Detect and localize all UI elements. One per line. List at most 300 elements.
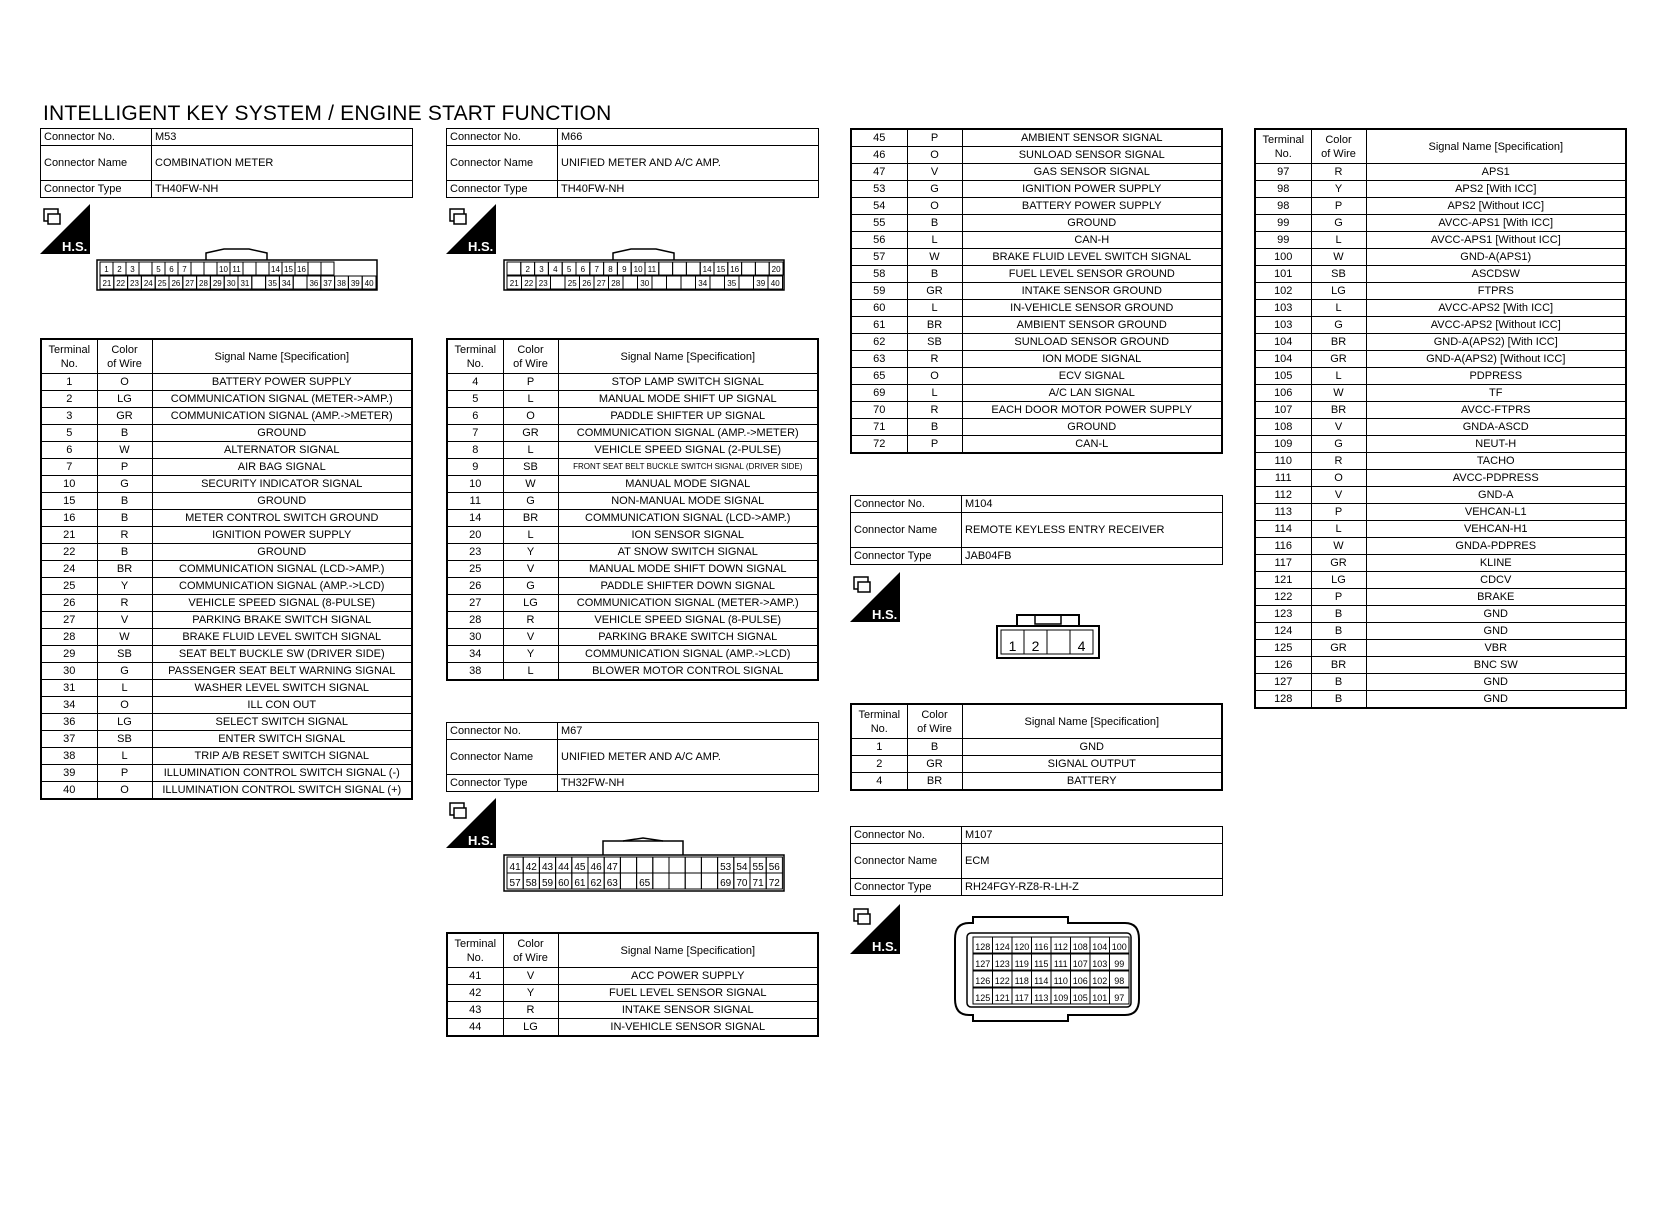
cell-terminal: 116 [1255, 538, 1311, 555]
cell-terminal: 107 [1255, 402, 1311, 419]
cell-color: W [503, 476, 558, 493]
cell-terminal: 24 [41, 561, 97, 578]
cell-terminal: 111 [1255, 470, 1311, 487]
m107.rows-row [1255, 419, 1626, 436]
cell-terminal: 72 [851, 436, 907, 454]
cell-color: L [97, 748, 152, 765]
connector-name-value: UNIFIED METER AND A/C AMP. [558, 146, 819, 181]
cell-terminal: 1 [851, 739, 907, 756]
pin-number: 69 [720, 878, 732, 889]
cell-color: G [1311, 317, 1366, 334]
cell-color: Y [1311, 181, 1366, 198]
cell-color: L [907, 300, 962, 317]
m67.rows_cont-row [851, 334, 1222, 351]
pin-number: 22 [524, 279, 534, 288]
m53.rows-row [41, 629, 412, 646]
cell-color: L [1311, 232, 1366, 249]
hs-label: H.S. [468, 239, 494, 254]
pin-cell [685, 873, 701, 889]
pin-number: 39 [756, 279, 766, 288]
cell-signal: MANUAL MODE SHIFT UP SIGNAL [558, 391, 818, 408]
cell-terminal: 30 [447, 629, 503, 646]
pin-number: 21 [102, 279, 112, 288]
pin-number: 113 [1034, 993, 1049, 1003]
cell-signal: GNDA-ASCD [1366, 419, 1626, 436]
pin-number: 21 [509, 279, 519, 288]
m66.rows-row [447, 510, 818, 527]
pin-number: 11 [647, 265, 657, 274]
header-signal: Signal Name [Specification] [558, 339, 818, 374]
cell-signal: ENTER SWITCH SIGNAL [152, 731, 412, 748]
cell-color: L [907, 232, 962, 249]
pin-number: 110 [1053, 976, 1068, 986]
pin-number: 14 [702, 265, 712, 274]
cell-terminal: 38 [41, 748, 97, 765]
cell-color: V [503, 561, 558, 578]
cell-color: P [1311, 504, 1366, 521]
cell-terminal: 105 [1255, 368, 1311, 385]
pin-number: 44 [558, 862, 570, 873]
pin-number: 30 [640, 279, 650, 288]
pin-cell [669, 857, 685, 873]
cell-color: B [1311, 606, 1366, 623]
m66.rows-row [447, 612, 818, 629]
cell-signal: GND [1366, 691, 1626, 709]
connector-type-value: JAB04FB [962, 548, 1223, 565]
cell-color: L [97, 680, 152, 697]
cell-terminal: 1 [41, 374, 97, 391]
m104.rows-row [851, 756, 1222, 773]
cell-signal: MANUAL MODE SIGNAL [558, 476, 818, 493]
cell-color: R [97, 527, 152, 544]
cell-color: Y [97, 578, 152, 595]
hs-label: H.S. [872, 939, 898, 954]
cell-terminal: 34 [41, 697, 97, 714]
m53.rows-row [41, 680, 412, 697]
header-color: Color of Wire [503, 933, 558, 968]
cell-terminal: 103 [1255, 300, 1311, 317]
pin-number: 42 [525, 862, 537, 873]
cell-signal: MANUAL MODE SHIFT DOWN SIGNAL [558, 561, 818, 578]
cell-signal: GND [1366, 623, 1626, 640]
pin-number: 8 [608, 265, 613, 274]
cell-terminal: 103 [1255, 317, 1311, 334]
pin-cell [252, 276, 266, 289]
label-connector-type: Connector Type [851, 879, 962, 896]
cell-terminal: 10 [41, 476, 97, 493]
cell-signal: STOP LAMP SWITCH SIGNAL [558, 374, 818, 391]
m67.rows_cont-row [851, 266, 1222, 283]
pin-number: 109 [1053, 993, 1069, 1003]
cell-color: B [1311, 691, 1366, 709]
pin-number: 2 [1031, 638, 1040, 654]
cell-terminal: 39 [41, 765, 97, 782]
m107.rows-row [1255, 504, 1626, 521]
pin-number: 63 [606, 878, 618, 889]
m67-terminal-table [446, 932, 819, 1037]
cell-terminal: 14 [447, 510, 503, 527]
m67.rows_cont-row [851, 317, 1222, 334]
pin-number: 3 [130, 265, 135, 274]
pin-number: 4 [1077, 638, 1086, 654]
m67.rows_cont-row [851, 215, 1222, 232]
pin-number: 62 [590, 878, 602, 889]
harness-side-icon [40, 204, 90, 254]
cell-color: L [1311, 521, 1366, 538]
cell-signal: CDCV [1366, 572, 1626, 589]
m66.rows-row [447, 442, 818, 459]
cell-terminal: 25 [447, 561, 503, 578]
harness-side-icon [850, 904, 900, 954]
cell-signal: ION SENSOR SIGNAL [558, 527, 818, 544]
pin-cell [710, 276, 725, 289]
cell-color: LG [1311, 572, 1366, 589]
cell-terminal: 63 [851, 351, 907, 368]
pin-number: 122 [994, 976, 1010, 986]
m107.rows-row [1255, 521, 1626, 538]
pin-number: 124 [994, 942, 1010, 952]
connector-type-value: RH24FGY-RZ8-R-LH-Z [962, 879, 1223, 896]
m107-connector-pinout [953, 915, 1143, 1023]
cell-terminal: 47 [851, 164, 907, 181]
cell-terminal: 36 [41, 714, 97, 731]
cell-color: G [1311, 215, 1366, 232]
m67.rows_cont-row [851, 232, 1222, 249]
cell-color: Y [503, 544, 558, 561]
cell-signal: BNC SW [1366, 657, 1626, 674]
cell-terminal: 45 [851, 129, 907, 147]
m66.rows-row [447, 374, 818, 391]
header-signal: Signal Name [Specification] [962, 704, 1222, 739]
pin-number: 16 [297, 265, 306, 274]
header-terminal: Terminal No. [1255, 129, 1311, 164]
pin-number: 54 [736, 862, 748, 873]
m53.rows-row [41, 697, 412, 714]
pin-number: 61 [574, 878, 586, 889]
cell-color: O [503, 408, 558, 425]
header-signal: Signal Name [Specification] [152, 339, 412, 374]
cell-color: W [1311, 385, 1366, 402]
m53.rows-row [41, 714, 412, 731]
cell-signal: INTAKE SENSOR GROUND [962, 283, 1222, 300]
cell-color: B [97, 544, 152, 561]
pin-number: 5 [566, 265, 572, 274]
cell-terminal: 44 [447, 1019, 503, 1037]
m66-connector-info [446, 128, 819, 198]
cell-terminal: 26 [447, 578, 503, 595]
m66.rows-row [447, 425, 818, 442]
hs-label: H.S. [62, 239, 88, 254]
cell-signal: AT SNOW SWITCH SIGNAL [558, 544, 818, 561]
cell-terminal: 28 [447, 612, 503, 629]
cell-signal: GAS SENSOR SIGNAL [962, 164, 1222, 181]
cell-terminal: 122 [1255, 589, 1311, 606]
label-connector-no: Connector No. [447, 129, 558, 146]
pin-number: 34 [698, 279, 708, 288]
m53.rows-row [41, 425, 412, 442]
cell-terminal: 101 [1255, 266, 1311, 283]
pin-cell [659, 262, 673, 275]
cell-signal: VEHCAN-H1 [1366, 521, 1626, 538]
m53.rows-row [41, 612, 412, 629]
cell-signal: TRIP A/B RESET SWITCH SIGNAL [152, 748, 412, 765]
cell-terminal: 37 [41, 731, 97, 748]
label-connector-type: Connector Type [447, 181, 558, 198]
m66-connector-pinout [503, 248, 786, 292]
cell-color: G [907, 181, 962, 198]
cell-terminal: 58 [851, 266, 907, 283]
m53.rows-row [41, 578, 412, 595]
m107.rows-row [1255, 623, 1626, 640]
cell-terminal: 25 [41, 578, 97, 595]
m107.rows-row [1255, 470, 1626, 487]
pin-number: 59 [541, 878, 554, 889]
cell-terminal: 53 [851, 181, 907, 198]
pin-number: 20 [771, 265, 781, 274]
connector-no-value: M53 [152, 129, 413, 146]
cell-color: P [503, 374, 558, 391]
cell-terminal: 55 [851, 215, 907, 232]
connector-name-value: UNIFIED METER AND A/C AMP. [558, 740, 819, 775]
m107.rows-row [1255, 317, 1626, 334]
cell-color: P [97, 765, 152, 782]
cell-color: L [1311, 300, 1366, 317]
cell-signal: GROUND [962, 419, 1222, 436]
m53.rows-row [41, 544, 412, 561]
pin-cell [681, 276, 696, 289]
pin-number: 34 [281, 279, 291, 288]
cell-signal: VEHICLE SPEED SIGNAL (8-PULSE) [152, 595, 412, 612]
m107.rows-row [1255, 198, 1626, 215]
cell-color: SB [1311, 266, 1366, 283]
cell-signal: APS2 [With ICC] [1366, 181, 1626, 198]
cell-terminal: 102 [1255, 283, 1311, 300]
pin-number: 71 [752, 878, 764, 889]
m67.rows_cont-row [851, 147, 1222, 164]
m53.rows-row [41, 782, 412, 800]
cell-signal: AVCC-APS1 [With ICC] [1366, 215, 1626, 232]
cell-terminal: 99 [1255, 232, 1311, 249]
cell-terminal: 124 [1255, 623, 1311, 640]
pin-number: 39 [350, 279, 360, 288]
m107.rows-row [1255, 249, 1626, 266]
m66.rows-row [447, 646, 818, 663]
cell-terminal: 27 [41, 612, 97, 629]
cell-terminal: 110 [1255, 453, 1311, 470]
m53.rows-row [41, 408, 412, 425]
m107-pin-row [973, 954, 1129, 970]
cell-signal: TF [1366, 385, 1626, 402]
m66.rows-row [447, 595, 818, 612]
m67-terminal-table-continued [850, 128, 1223, 454]
pin-number: 127 [975, 959, 991, 969]
cell-color: W [97, 629, 152, 646]
cell-color: V [503, 968, 558, 985]
m66.rows-row [447, 544, 818, 561]
m104.rows-row [851, 739, 1222, 756]
label-connector-type: Connector Type [447, 775, 558, 792]
m53-pin-row-bottom [100, 276, 376, 289]
cell-color: W [907, 249, 962, 266]
m53-connector-pinout [96, 248, 379, 292]
cell-signal: GND [962, 739, 1222, 756]
pin-cell [293, 276, 307, 289]
cell-signal: BATTERY [962, 773, 1222, 791]
m107.rows-row [1255, 215, 1626, 232]
cell-terminal: 26 [41, 595, 97, 612]
cell-signal: IGNITION POWER SUPPLY [962, 181, 1222, 198]
cell-terminal: 27 [447, 595, 503, 612]
cell-terminal: 7 [447, 425, 503, 442]
cell-signal: TACHO [1366, 453, 1626, 470]
m67.rows_cont-row [851, 164, 1222, 181]
pin-number: 116 [1034, 942, 1049, 952]
connector-type-value: TH40FW-NH [558, 181, 819, 198]
cell-signal: ION MODE SIGNAL [962, 351, 1222, 368]
m104-connector-pinout [995, 612, 1101, 660]
pin-number: 97 [1114, 993, 1125, 1003]
cell-signal: VEHCAN-L1 [1366, 504, 1626, 521]
pin-number: 65 [639, 878, 651, 889]
pin-number: 1 [104, 265, 109, 274]
cell-color: LG [1311, 283, 1366, 300]
cell-signal: SUNLOAD SENSOR SIGNAL [962, 147, 1222, 164]
cell-color: BR [1311, 334, 1366, 351]
pin-number: 26 [171, 279, 181, 288]
cell-color: V [1311, 419, 1366, 436]
label-connector-no: Connector No. [41, 129, 152, 146]
cell-terminal: 15 [41, 493, 97, 510]
pin-number: 53 [720, 862, 732, 873]
m107.rows-row [1255, 351, 1626, 368]
cell-signal: GND [1366, 674, 1626, 691]
cell-color: R [907, 351, 962, 368]
cell-terminal: 97 [1255, 164, 1311, 181]
cell-terminal: 31 [41, 680, 97, 697]
pin-number: 15 [284, 265, 293, 274]
cell-color: O [97, 697, 152, 714]
cell-color: L [503, 663, 558, 681]
cell-color: G [1311, 436, 1366, 453]
cell-color: BR [97, 561, 152, 578]
cell-color: R [97, 595, 152, 612]
cell-color: LG [503, 1019, 558, 1037]
pin-cell [623, 276, 638, 289]
pin-number: 102 [1092, 976, 1108, 986]
m67.rows_cont-row [851, 181, 1222, 198]
pin-cell [742, 262, 756, 275]
cell-signal: FUEL LEVEL SENSOR GROUND [962, 266, 1222, 283]
cell-signal: APS2 [Without ICC] [1366, 198, 1626, 215]
cell-color: R [907, 402, 962, 419]
cell-color: B [907, 266, 962, 283]
cell-terminal: 127 [1255, 674, 1311, 691]
cell-terminal: 65 [851, 368, 907, 385]
m107.rows-row [1255, 606, 1626, 623]
m53.rows-row [41, 731, 412, 748]
pin-cell [739, 276, 754, 289]
cell-signal: GND-A(APS2) [Without ICC] [1366, 351, 1626, 368]
cell-terminal: 59 [851, 283, 907, 300]
pin-number: 100 [1111, 942, 1127, 952]
pin-number: 117 [1014, 993, 1029, 1003]
pin-cell [755, 262, 769, 275]
cell-signal: GROUND [152, 544, 412, 561]
cell-color: V [503, 629, 558, 646]
cell-color: GR [1311, 351, 1366, 368]
cell-terminal: 54 [851, 198, 907, 215]
pin-number: 28 [199, 279, 208, 288]
cell-signal: COMMUNICATION SIGNAL (METER->AMP.) [152, 391, 412, 408]
pin-cell [620, 873, 636, 889]
cell-signal: BRAKE [1366, 589, 1626, 606]
cell-color: SB [97, 731, 152, 748]
cell-signal: VEHICLE SPEED SIGNAL (2-PULSE) [558, 442, 818, 459]
pin-number: 72 [768, 878, 780, 889]
m67.rows_cont-row [851, 436, 1222, 454]
cell-color: BR [1311, 657, 1366, 674]
cell-terminal: 6 [447, 408, 503, 425]
cell-terminal: 56 [851, 232, 907, 249]
m66.rows-row [447, 459, 818, 476]
cell-color: LG [97, 714, 152, 731]
cell-color: GR [97, 408, 152, 425]
pin-number: 58 [525, 878, 537, 889]
cell-color: GR [907, 283, 962, 300]
cell-color: B [1311, 623, 1366, 640]
cell-color: B [907, 739, 962, 756]
cell-color: B [907, 419, 962, 436]
pin-number: 46 [590, 862, 602, 873]
cell-signal: KLINE [1366, 555, 1626, 572]
cell-terminal: 4 [851, 773, 907, 791]
cell-signal: COMMUNICATION SIGNAL (AMP.->METER) [558, 425, 818, 442]
cell-terminal: 7 [41, 459, 97, 476]
m107.rows-row [1255, 385, 1626, 402]
pin-number: 111 [1053, 959, 1068, 969]
cell-signal: ILLUMINATION CONTROL SWITCH SIGNAL (-) [152, 765, 412, 782]
pin-number: 114 [1034, 976, 1049, 986]
m67.rows_cont-row [851, 368, 1222, 385]
pin-number: 105 [1072, 993, 1088, 1003]
cell-signal: BRAKE FLUID LEVEL SWITCH SIGNAL [962, 249, 1222, 266]
cell-color: L [907, 385, 962, 402]
cell-terminal: 113 [1255, 504, 1311, 521]
cell-terminal: 69 [851, 385, 907, 402]
cell-signal: GND-A(APS2) [With ICC] [1366, 334, 1626, 351]
cell-terminal: 98 [1255, 181, 1311, 198]
cell-signal: GND-A [1366, 487, 1626, 504]
pin-cell [1047, 630, 1070, 654]
cell-signal: VBR [1366, 640, 1626, 657]
pin-number: 27 [185, 279, 195, 288]
cell-color: P [97, 459, 152, 476]
cell-signal: METER CONTROL SWITCH GROUND [152, 510, 412, 527]
pin-number: 55 [752, 862, 764, 873]
cell-color: B [97, 493, 152, 510]
cell-signal: SEAT BELT BUCKLE SW (DRIVER SIDE) [152, 646, 412, 663]
connector-no-value: M67 [558, 723, 819, 740]
cell-signal: BATTERY POWER SUPPLY [152, 374, 412, 391]
cell-terminal: 57 [851, 249, 907, 266]
cell-signal: AVCC-APS2 [Without ICC] [1366, 317, 1626, 334]
m104-terminal-table [850, 703, 1223, 791]
cell-signal: AVCC-APS1 [Without ICC] [1366, 232, 1626, 249]
m53.rows-row [41, 561, 412, 578]
cell-signal: COMMUNICATION SIGNAL (LCD->AMP.) [558, 510, 818, 527]
cell-terminal: 114 [1255, 521, 1311, 538]
cell-color: O [1311, 470, 1366, 487]
